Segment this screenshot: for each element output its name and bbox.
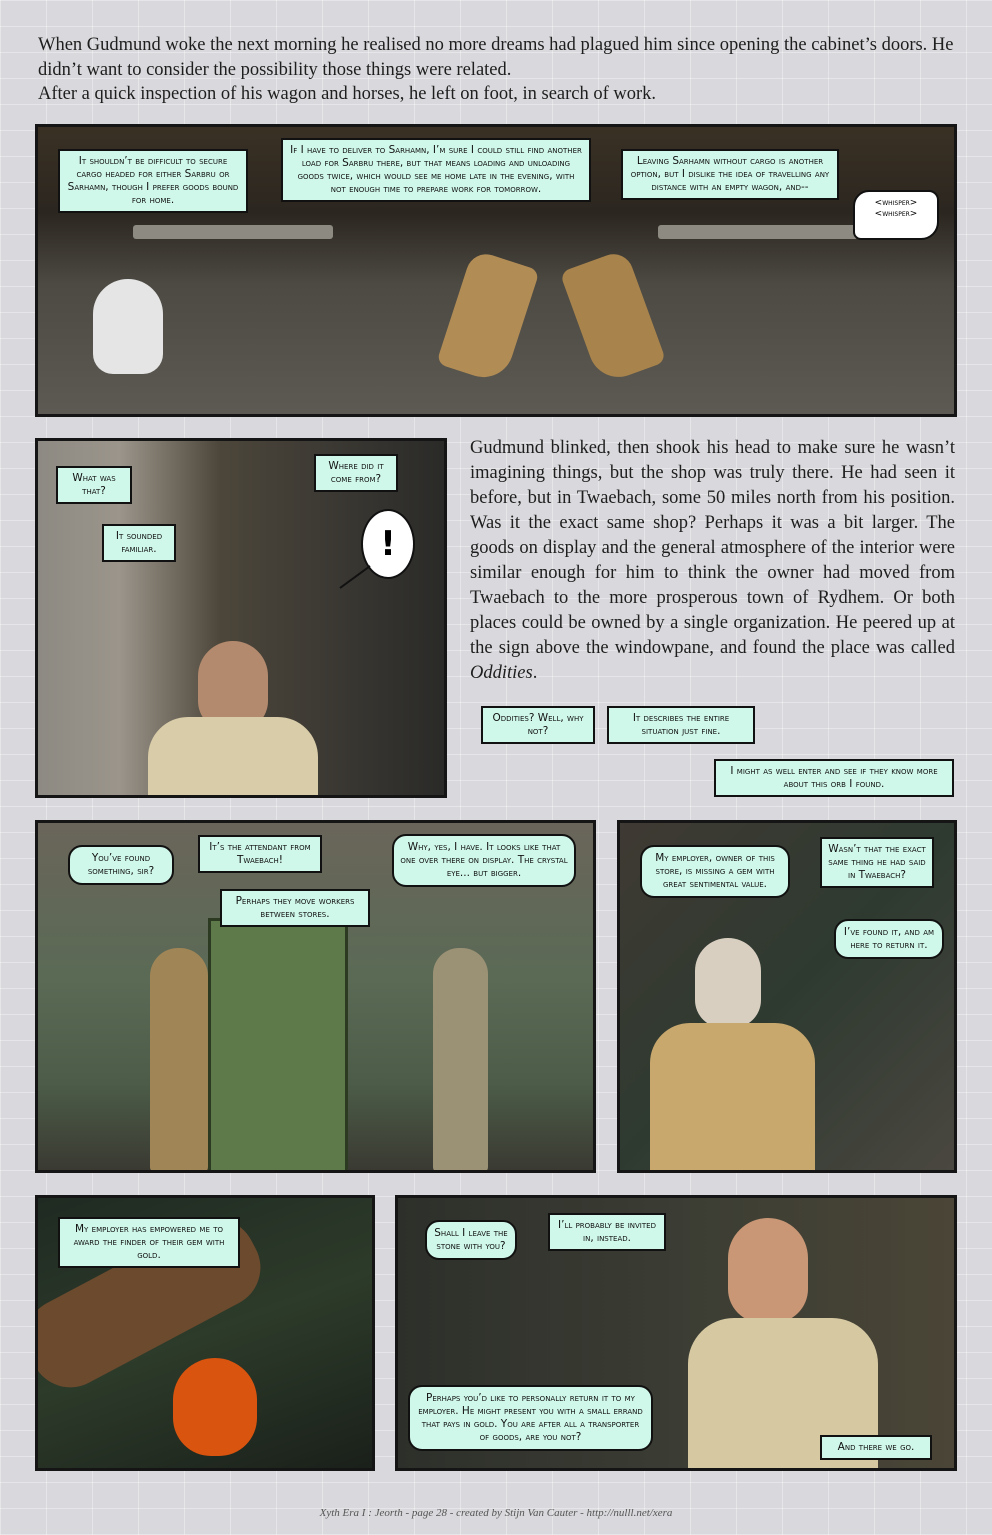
gudmund-figure — [433, 948, 488, 1173]
narration-text: . — [532, 663, 538, 683]
speech-bubble: I’ve found it, and am here to return it. — [834, 919, 944, 959]
boot-left — [436, 249, 540, 385]
caption-box: It shouldn’t be difficult to secure cargo headed for either Sarbru or Sarhamn, though I prefer goods bound for home. — [58, 149, 248, 213]
caption-box: It sounded familiar. — [102, 524, 176, 562]
attendant-torso — [650, 1023, 815, 1173]
gudmund-head — [728, 1218, 808, 1323]
speech-bubble: Shall I leave the stone with you? — [425, 1220, 517, 1260]
speech-bubble: My employer, owner of this store, is missing a gem with great sentimental value. — [640, 845, 790, 898]
comic-panel-6 — [395, 1195, 957, 1471]
narration-line: After a quick inspection of his wagon and horses, he left on foot, in search of work. — [38, 84, 657, 104]
bench-right — [658, 225, 858, 239]
page-footer: Xyth Era I : Jeorth - page 28 - created by Stijn Van Cauter - http://nulll.net/xera — [319, 1507, 673, 1519]
caption-box: Wasn’t that the exact same thing he had said in Twaebach? — [820, 837, 934, 888]
boot-right — [560, 249, 667, 386]
caption-box: It’s the attendant from Twaebach! — [198, 835, 322, 873]
whisper-text: <whisper> — [874, 198, 918, 208]
caption-box: I’ll probably be invited in, instead. — [548, 1213, 666, 1251]
caption-box: I might as well enter and see if they know more about this orb I found. — [714, 759, 954, 797]
caption-box: Perhaps they move workers between stores. — [220, 889, 370, 927]
comic-panel-2 — [35, 438, 447, 798]
exclamation-bubble: ! — [361, 509, 415, 579]
narration-middle — [470, 436, 955, 686]
speech-bubble: Why, yes, I have. It looks like that one over there on display. The crystal eye... but bigger. — [392, 834, 576, 887]
caption-box: Oddities? Well, why not? — [481, 706, 595, 744]
door — [208, 918, 348, 1173]
gold-pouch — [173, 1358, 257, 1456]
speech-bubble: Perhaps you’d like to personally return it to my employer. He might present you with a small errand that pays in gold. You are after all a transporter of goods, are you not? — [408, 1385, 653, 1451]
bench-left — [133, 225, 333, 239]
character-torso — [148, 717, 318, 798]
comic-panel-5 — [35, 1195, 375, 1471]
attendant-head — [695, 938, 761, 1028]
narration-text: Gudmund blinked, then shook his head to make sure he wasn’t imagining things, but the shop was truly there. He had seen it before, but in Twaebach, some 50 miles north from his position. Was it the exact same shop? Perhaps it was a bit larger. The goods on display and the general atmosphere of the interior were similar enough for him to think the owner had moved from Twaebach to the more prosperous town of Rydhem. Or both places could be owned by a single organization. He peered up at the sign above the windowpane, and found the place was called — [470, 438, 955, 658]
caption-box: Leaving Sarhamn without cargo is another option, but I dislike the idea of travelling any distance with an empty wagon, and-- — [621, 149, 839, 200]
caption-box: Where did it come from? — [314, 454, 398, 492]
comic-panel-4 — [617, 820, 957, 1173]
bubble-tail — [338, 566, 378, 596]
speech-bubble: You’ve found something, sir? — [68, 845, 174, 885]
comic-panel-1 — [35, 124, 957, 417]
shop-name: Oddities — [470, 663, 533, 683]
whisper-text: <whisper> — [874, 209, 918, 219]
comic-panel-3 — [35, 820, 596, 1173]
caption-box: If I have to deliver to Sarhamn, I’m sure I could still find another load for Sarbru there, but that means loading and unloading goods twice, which would see me home late in the evening, with not enough time to prepare work for tomorrow. — [281, 138, 591, 202]
caption-box: My employer has empowered me to award the finder of their gem with gold. — [58, 1217, 240, 1268]
narration-intro — [38, 33, 968, 107]
caption-box: What was that? — [56, 466, 132, 504]
cat-figure — [93, 279, 163, 374]
caption-box: It describes the entire situation just fine. — [607, 706, 755, 744]
narration-line: When Gudmund woke the next morning he realised no more dreams had plagued him since opening the cabinet’s doors. He didn’t want to consider the possibility those things were related. — [38, 35, 954, 80]
attendant-figure — [150, 948, 208, 1173]
whisper-bubble — [853, 190, 939, 240]
caption-box: And there we go. — [820, 1435, 932, 1460]
